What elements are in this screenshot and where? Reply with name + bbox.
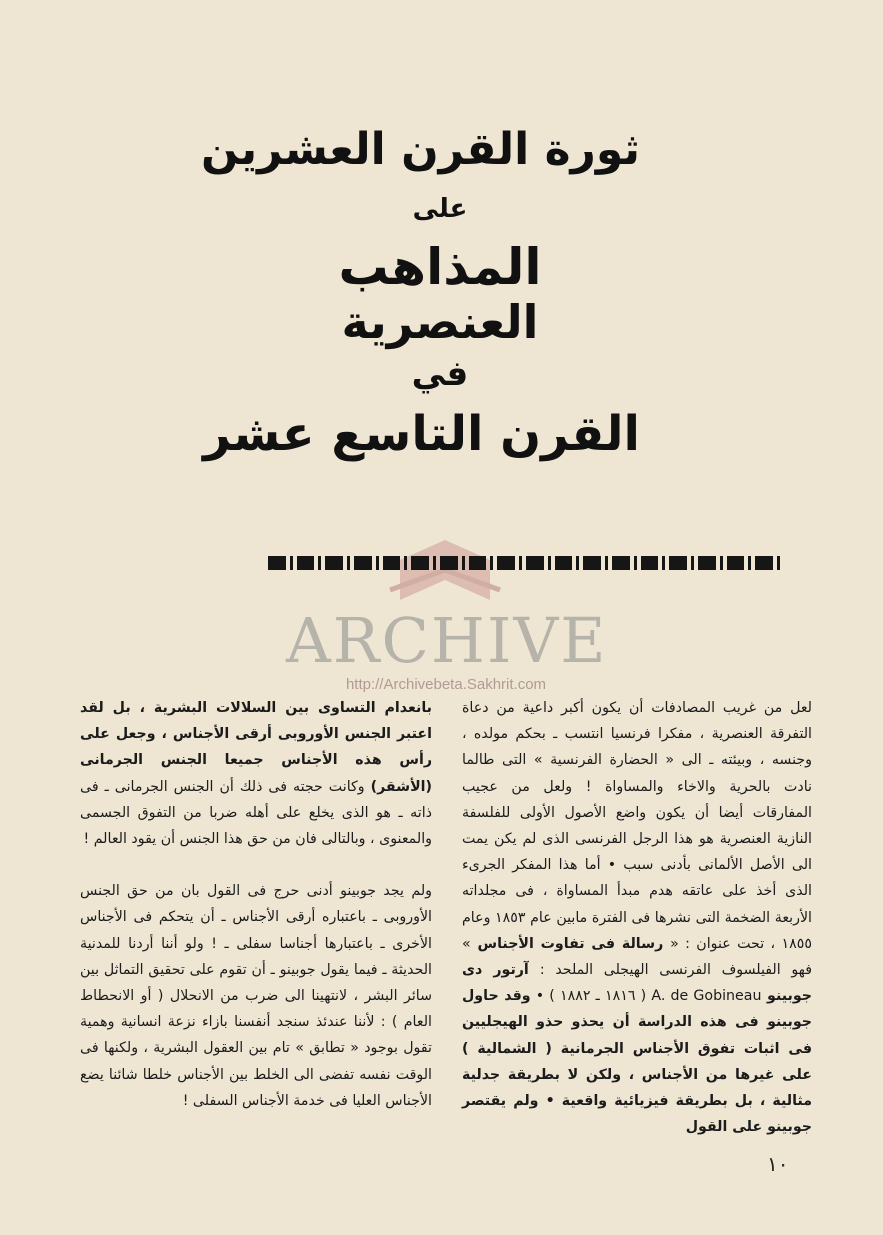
left-paragraph-2: ولم يجد جوبينو أدنى حرج فى القول بان من حق الجنس الأوروبى ـ باعتباره أرقى الأجناس ـ أن يتحكم فى الأجناس الأخرى ـ باعتبارها أجناسا سفلى ـ ! ولو أننا أردنا للمدنية الحديثة ـ فيما يقول جوبينو ـ أن تقوم على تحقيق التماثل بين سائر البشر ، لانتهينا الى ضرب من الانحلال ( أو الانحطاط العام ) : لأننا عندئذ سنجد أنفسنا بازاء نزعة انسانية وهمية تقول بوجود « تطابق » تام بين العقول البشرية ، ولكنها فى الوقت نفسه تفضى الى الخلط بين الأجناس خلطا شائنا يضع الأجناس العليا فى خدمة الأجناس السفلى ! xyxy=(80,883,432,1109)
book-title: رسالة فى تفاوت الأجناس xyxy=(470,935,671,952)
title-line-3: المذاهب xyxy=(338,238,542,296)
page-number: ١٠ xyxy=(767,1152,789,1176)
right-para-bold-text: وقد حاول جوبينو فى هذه الدراسة أن يحذو حذو الهيجليين فى اثبات تفوق الأجناس الجرمانية ( الشمالية ) على غيرها من الأجناس ، ولكن لا بطريقة جدلية مثالية ، بل بطريقة فيزيائية واقعية • ولم يقتصر جوبينو على القول xyxy=(462,988,812,1136)
right-paragraph xyxy=(462,695,812,1140)
right-column xyxy=(462,695,812,1140)
author-latin-name: A. de Gobineau xyxy=(651,988,762,1005)
watermark-url: http://Archivebeta.Sakhrit.com xyxy=(345,676,547,693)
article-title xyxy=(201,110,640,500)
title-line-4: العنصرية xyxy=(341,295,539,349)
left-para-text: وكانت حجته فى ذلك أن الجنس الجرمانى ـ فى ذاته ـ هو الذى يخلع على أهله ضربا من التفوق الجسمى والمعنوى ، وبالتالى فان من حق هذا الجنس أن يقود العالم ! xyxy=(80,778,432,848)
title-line-6: القرن التاسع عشر xyxy=(203,406,640,462)
title-line-5: في xyxy=(411,354,469,394)
title-line-2: على xyxy=(412,194,468,224)
left-para-bold-text: بانعدام التساوى بين السلالات البشرية ، بل لقد اعتبر الجنس الأوروبى أرقى الأجناس ، وجعل على رأس هذه الأجناس جميعا الجنس الجرمانى (الأشقر) xyxy=(80,700,432,795)
left-paragraph-1 xyxy=(80,695,432,852)
right-para-text-2: » فهو الفيلسوف الفرنسى الهيجلى الملحد : xyxy=(462,935,813,979)
section-divider xyxy=(268,553,780,573)
right-para-text-1: لعل من غريب المصادفات أن يكون أكبر داعية من دعاة التفرقة العنصرية ، مفكرا فرنسيا انتسب ـ بحكم مولده ، وجنسه ، وبيئته ـ الى « الحضارة الفرنسية » التى طالما نادت بالحرية والاخاء والمساواة ! ولعل من عجيب المفارقات أيضا أن يكون واضع الأصول الأولى للفلسفة النازية العنصرية هو هذا الرجل الفرنسى الذى لم يكن يمت الى الأصل الألمانى بأدنى سبب • أما هذا المفكر الجرىء الذى أخذ على عاتقه هدم مبدأ المساواة ، فى مجلداته الأربعة الضخمة التى نشرها فى الفترة مابين عام ١٨٥٣ وعام ١٨٥٥ ، تحت عنوان : « xyxy=(462,700,812,952)
author-dates: ( ١٨١٦ ـ ١٨٨٢ ) • xyxy=(530,988,652,1005)
watermark-text: ARCHIVE xyxy=(286,604,608,677)
left-column xyxy=(80,695,432,1114)
author-name: آرتور دى جوبينو xyxy=(462,962,812,1005)
title-line-1: ثورة القرن العشرين xyxy=(201,124,640,175)
